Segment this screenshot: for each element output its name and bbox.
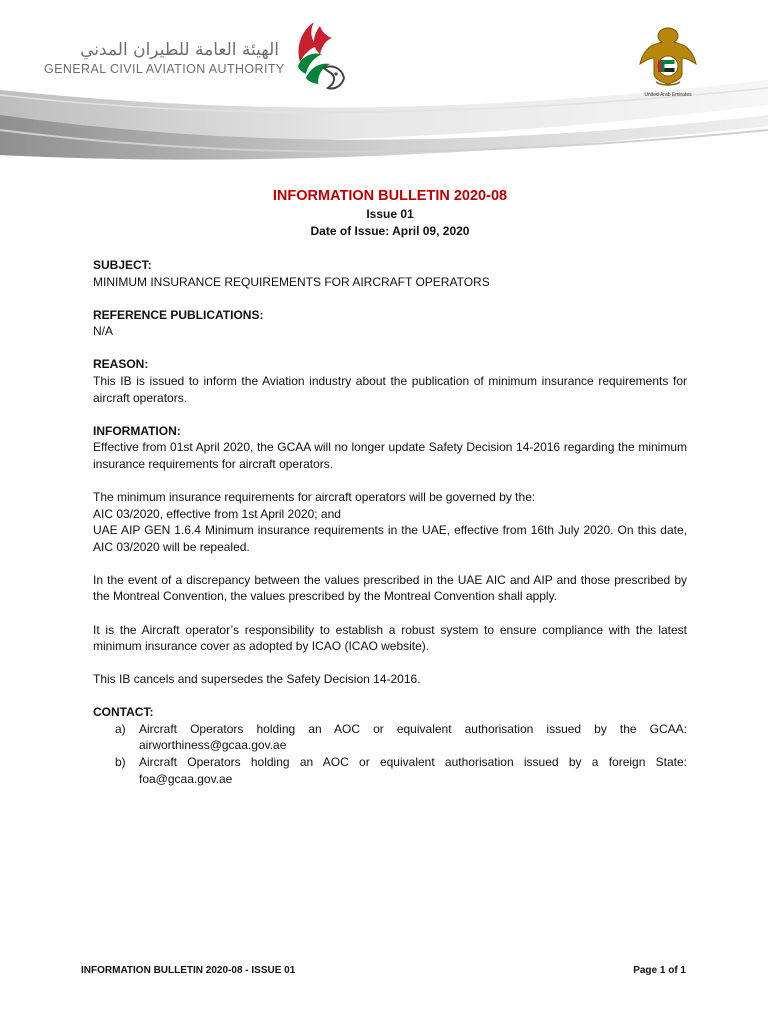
information-paragraph-2-line-2: AIC 03/2020, effective from 1st April 2020; and <box>93 506 341 521</box>
information-paragraph-2-line-3: UAE AIP GEN 1.6.4 Minimum insurance requirements in the UAE, effective from 16th July 2020. On this date, AIC 03/2020 will be repealed. <box>93 523 687 554</box>
reason-text: This IB is issued to inform the Aviation industry about the publication of minimum insurance requirements for aircraft operators. <box>93 373 687 405</box>
footer-bulletin-id: INFORMATION BULLETIN 2020-08 - ISSUE 01 <box>81 965 296 976</box>
information-paragraph-4: It is the Aircraft operator’s responsibility to establish a robust system to ensure compliance with the latest minimum insurance cover as adopted by ICAO (ICAO website). <box>93 622 687 654</box>
bulletin-title: INFORMATION BULLETIN 2020-08 <box>272 188 508 204</box>
reason-heading: REASON: <box>93 357 149 372</box>
information-paragraph-1: Effective from 01st April 2020, the GCAA will no longer update Safety Decision 14-2016 regarding the minimum insurance requirements for aircraft operators. <box>93 440 687 471</box>
page-header <box>0 0 768 180</box>
list-item <box>93 754 687 787</box>
contact-list <box>93 721 687 787</box>
bulletin-body <box>93 186 687 787</box>
reference-text: N/A <box>93 324 114 339</box>
gcaa-falcon-logo-icon <box>290 18 350 96</box>
information-paragraph-5: This IB cancels and supersedes the Safety Decision 14-2016. <box>93 672 421 687</box>
contact-item-text: Aircraft Operators holding an AOC or equivalent authorisation issued by the GCAA: airworthiness@gcaa.gov.ae <box>139 721 687 753</box>
uae-emblem-caption: United Arab Emirates <box>644 92 692 98</box>
gcaa-english-name: GENERAL CIVIL AVIATION AUTHORITY <box>44 62 285 76</box>
information-heading: INFORMATION: <box>93 423 181 438</box>
contact-heading: CONTACT: <box>93 705 154 720</box>
gcaa-arabic-name: الهيئة العامة للطيران المدني <box>80 40 279 60</box>
information-paragraph-3: In the event of a discrepancy between the values prescribed in the UAE AIC and AIP and those prescribed by the Montreal Convention, the values prescribed by the Montreal Convention shall apply. <box>93 572 687 604</box>
subject-text: MINIMUM INSURANCE REQUIREMENTS FOR AIRCRAFT OPERATORS <box>93 274 490 289</box>
list-marker: b) <box>115 755 126 770</box>
uae-emblem-icon <box>636 24 700 90</box>
list-item <box>93 721 687 754</box>
reference-heading: REFERENCE PUBLICATIONS: <box>93 307 264 322</box>
subject-heading: SUBJECT: <box>93 258 152 272</box>
list-marker: a) <box>115 721 126 736</box>
footer-page-number: Page 1 of 1 <box>633 965 686 976</box>
contact-item-text: Aircraft Operators holding an AOC or equivalent authorisation issued by a foreign State: foa@gcaa.gov.ae <box>139 755 687 786</box>
information-paragraph-2-line-1: The minimum insurance requirements for aircraft operators will be governed by the: <box>93 489 536 504</box>
bulletin-issue: Issue 01 <box>366 207 414 221</box>
bulletin-date: Date of Issue: April 09, 2020 <box>310 223 470 238</box>
title-block <box>93 186 687 239</box>
